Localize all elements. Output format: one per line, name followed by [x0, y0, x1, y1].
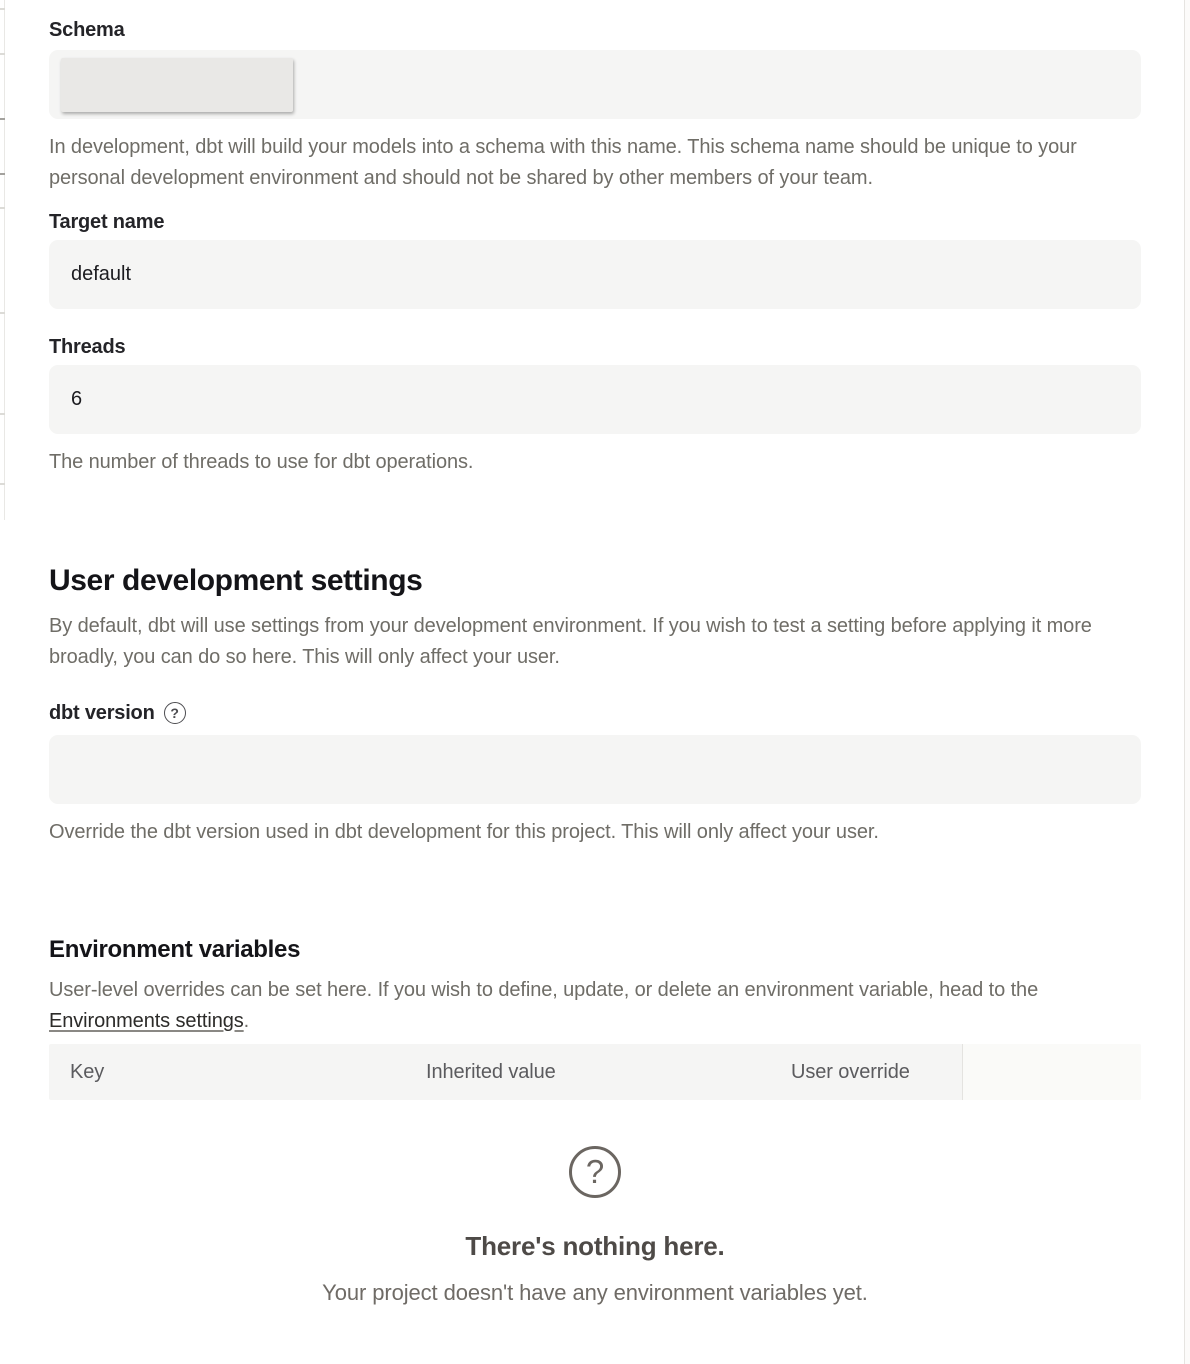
target-name-input[interactable]	[49, 240, 1141, 309]
environment-variables-table-header	[49, 1044, 1141, 1100]
column-header-actions	[962, 1044, 1141, 1100]
dbt-version-label: dbt version	[49, 702, 155, 724]
environment-variables-empty-state	[49, 1146, 1141, 1306]
empty-state-title: There's nothing here.	[465, 1231, 725, 1261]
threads-input[interactable]	[49, 365, 1141, 434]
credentials-form	[49, 18, 1141, 1306]
schema-input[interactable]	[49, 50, 1141, 119]
question-mark-glyph: ?	[585, 1152, 605, 1190]
dbt-version-input[interactable]	[49, 735, 1141, 804]
schema-help-text: In development, dbt will build your models into a schema with this name. This schema name should be unique to your personal development environment and should not be shared by other members of your team.	[49, 136, 1077, 189]
description-text: User-level overrides can be set here. If you wish to define, update, or delete an environment variable, head to the	[49, 979, 1039, 1001]
column-header-key: Key	[70, 1060, 105, 1083]
dbt-version-help-text: Override the dbt version used in dbt development for this project. This will only affect your user.	[49, 821, 879, 843]
question-mark-glyph: ?	[170, 705, 179, 721]
environment-variables-description	[49, 975, 1109, 1037]
column-header-inherited-value: Inherited value	[426, 1060, 556, 1083]
schema-loading-skeleton	[61, 58, 293, 112]
threads-label: Threads	[49, 336, 126, 358]
column-header-user-override: User override	[791, 1060, 910, 1083]
user-development-settings-title: User development settings	[49, 564, 423, 597]
sidebar-edge-divider	[0, 413, 5, 415]
sidebar-edge-divider	[0, 483, 5, 485]
description-period: .	[243, 1010, 250, 1032]
sidebar-edge-divider	[0, 118, 5, 120]
question-mark-circle-icon	[569, 1146, 621, 1198]
sidebar-edge-divider	[0, 207, 5, 209]
empty-state-subtitle: Your project doesn't have any environment variables yet.	[322, 1280, 868, 1305]
sidebar-edge-divider	[0, 53, 5, 55]
threads-help-text: The number of threads to use for dbt operations.	[49, 451, 474, 473]
scroll-gutter	[1184, 0, 1190, 1364]
sidebar-edge-divider	[0, 312, 5, 314]
target-name-label: Target name	[49, 211, 165, 233]
sidebar-edge	[0, 0, 5, 520]
sidebar-edge-divider	[0, 8, 5, 10]
dbt-version-label-row	[49, 701, 1141, 725]
help-circle-icon[interactable]	[164, 702, 186, 724]
environment-variables-title: Environment variables	[49, 936, 301, 963]
environments-settings-link[interactable]: Environments settings	[49, 1010, 244, 1032]
sidebar-edge-divider	[0, 173, 5, 175]
user-development-settings-description: By default, dbt will use settings from your development environment. If you wish to test a setting before applying it more broadly, you can do so here. This will only affect your user.	[49, 615, 1092, 668]
schema-label: Schema	[49, 19, 125, 41]
